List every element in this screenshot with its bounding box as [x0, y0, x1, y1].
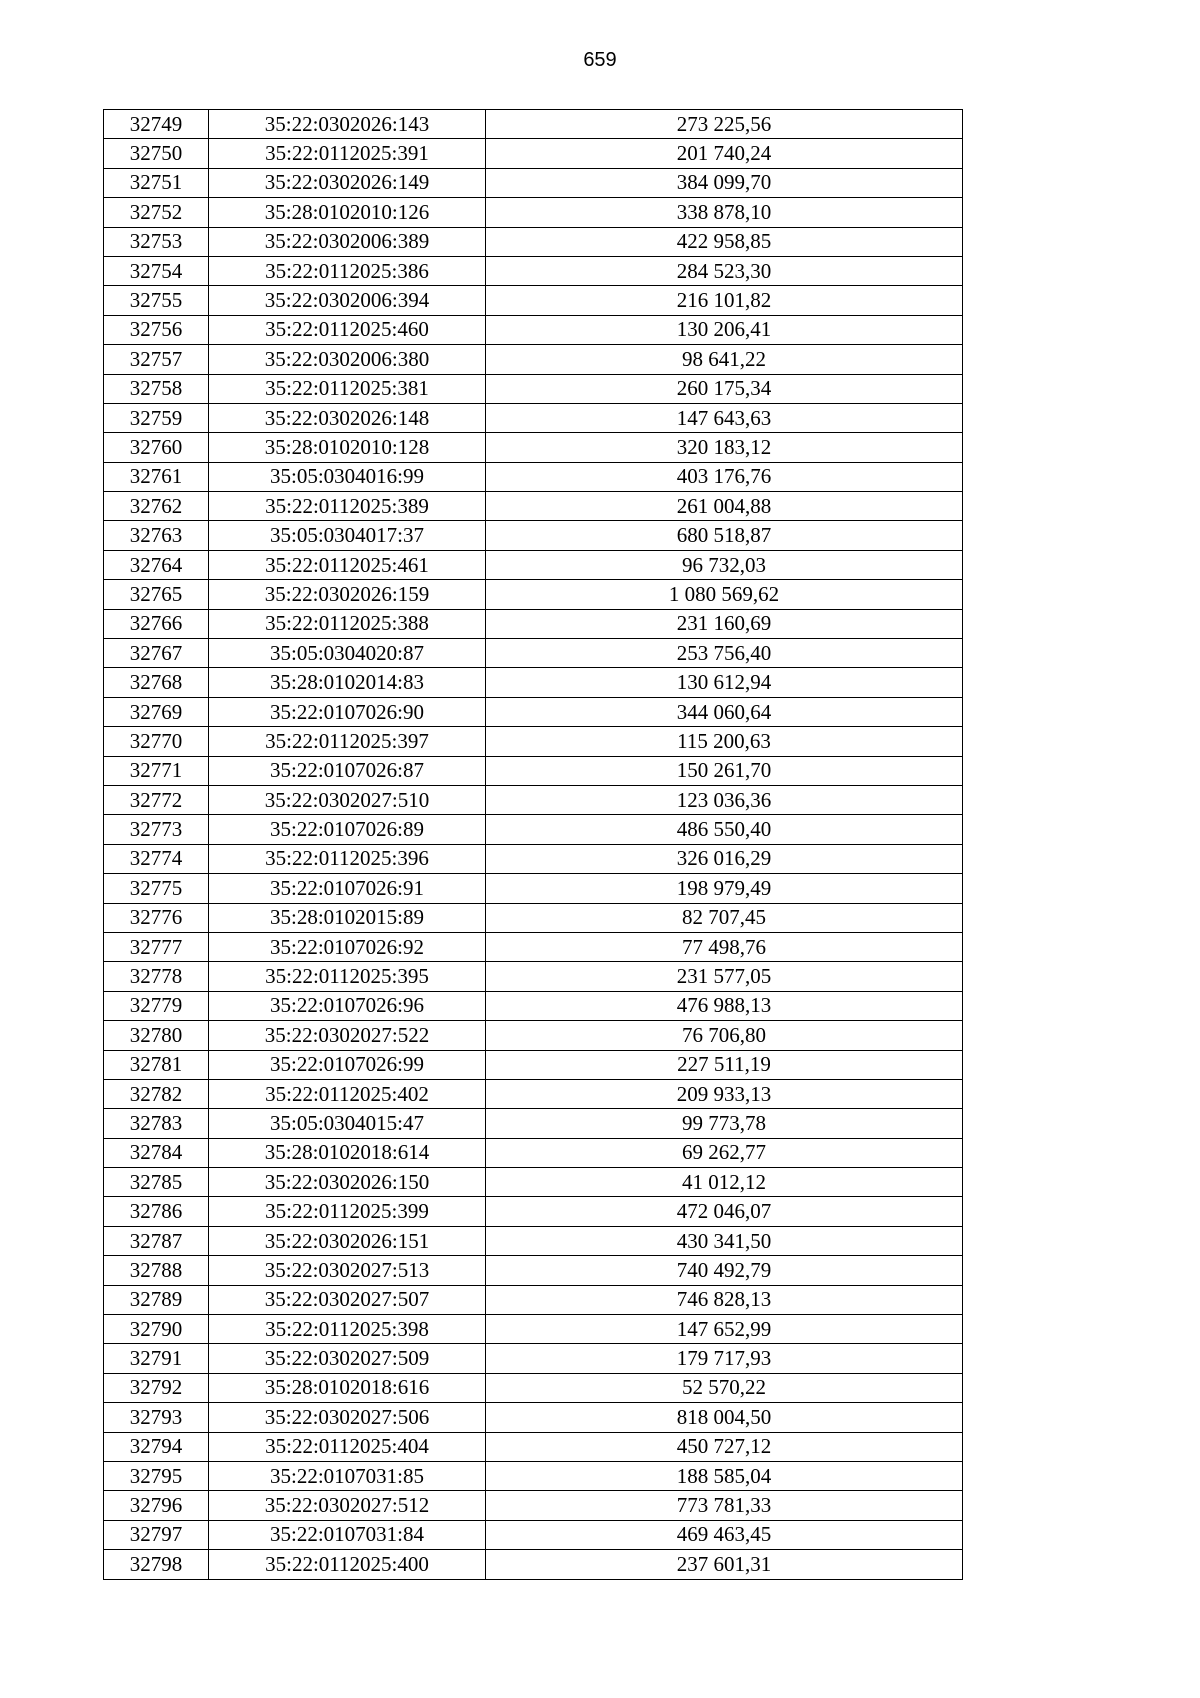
cadastral-number-cell: 35:22:0302027:510 — [209, 785, 486, 814]
row-number-cell: 32785 — [104, 1168, 209, 1197]
row-number-cell: 32784 — [104, 1138, 209, 1167]
cadastral-number-cell: 35:28:0102010:126 — [209, 198, 486, 227]
row-number-cell: 32795 — [104, 1461, 209, 1490]
table-row — [104, 462, 963, 491]
cadastral-number-cell: 35:22:0112025:395 — [209, 962, 486, 991]
cadastral-number-cell: 35:22:0107026:90 — [209, 697, 486, 726]
cadastral-number-cell: 35:22:0107026:87 — [209, 756, 486, 785]
cadastral-value-cell: 150 261,70 — [486, 756, 963, 785]
cadastral-number-cell: 35:22:0302026:149 — [209, 168, 486, 197]
row-number-cell: 32768 — [104, 668, 209, 697]
cadastral-number-cell: 35:05:0304015:47 — [209, 1109, 486, 1138]
table-row — [104, 727, 963, 756]
table-row — [104, 168, 963, 197]
table-row — [104, 580, 963, 609]
row-number-cell: 32749 — [104, 110, 209, 139]
row-number-cell: 32754 — [104, 256, 209, 285]
cadastral-number-cell: 35:22:0112025:389 — [209, 492, 486, 521]
cadastral-number-cell: 35:22:0107026:99 — [209, 1050, 486, 1079]
table-row — [104, 110, 963, 139]
row-number-cell: 32759 — [104, 403, 209, 432]
row-number-cell: 32765 — [104, 580, 209, 609]
row-number-cell: 32764 — [104, 550, 209, 579]
table-row — [104, 550, 963, 579]
cadastral-value-cell: 69 262,77 — [486, 1138, 963, 1167]
cadastral-value-cell: 260 175,34 — [486, 374, 963, 403]
cadastral-number-cell: 35:28:0102014:83 — [209, 668, 486, 697]
cadastral-number-cell: 35:22:0107031:84 — [209, 1520, 486, 1549]
cadastral-number-cell: 35:22:0302027:522 — [209, 1021, 486, 1050]
row-number-cell: 32767 — [104, 639, 209, 668]
row-number-cell: 32791 — [104, 1344, 209, 1373]
cadastral-number-cell: 35:22:0112025:398 — [209, 1315, 486, 1344]
cadastral-number-cell: 35:22:0302026:148 — [209, 403, 486, 432]
table-row — [104, 962, 963, 991]
cadastral-number-cell: 35:22:0112025:460 — [209, 315, 486, 344]
table-row — [104, 609, 963, 638]
cadastral-value-cell: 76 706,80 — [486, 1021, 963, 1050]
cadastral-number-cell: 35:22:0112025:388 — [209, 609, 486, 638]
table-row — [104, 1373, 963, 1402]
table-row — [104, 844, 963, 873]
table-row — [104, 756, 963, 785]
table-row — [104, 815, 963, 844]
cadastral-value-cell: 98 641,22 — [486, 345, 963, 374]
row-number-cell: 32793 — [104, 1403, 209, 1432]
row-number-cell: 32778 — [104, 962, 209, 991]
row-number-cell: 32774 — [104, 844, 209, 873]
page-number: 659 — [583, 49, 617, 71]
cadastral-value-cell: 231 577,05 — [486, 962, 963, 991]
row-number-cell: 32752 — [104, 198, 209, 227]
cadastral-number-cell: 35:22:0112025:396 — [209, 844, 486, 873]
cadastral-value-cell: 740 492,79 — [486, 1256, 963, 1285]
cadastral-value-cell: 472 046,07 — [486, 1197, 963, 1226]
cadastral-value-cell: 253 756,40 — [486, 639, 963, 668]
table-row — [104, 1550, 963, 1579]
cadastral-number-cell: 35:05:0304016:99 — [209, 462, 486, 491]
cadastral-value-cell: 344 060,64 — [486, 697, 963, 726]
table-row — [104, 227, 963, 256]
cadastral-value-cell: 216 101,82 — [486, 286, 963, 315]
cadastral-number-cell: 35:22:0302006:394 — [209, 286, 486, 315]
cadastral-number-cell: 35:22:0302027:512 — [209, 1491, 486, 1520]
row-number-cell: 32786 — [104, 1197, 209, 1226]
row-number-cell: 32780 — [104, 1021, 209, 1050]
cadastral-value-cell: 41 012,12 — [486, 1168, 963, 1197]
cadastral-value-cell: 1 080 569,62 — [486, 580, 963, 609]
cadastral-number-cell: 35:22:0107026:91 — [209, 874, 486, 903]
row-number-cell: 32779 — [104, 991, 209, 1020]
cadastral-number-cell: 35:22:0302026:143 — [209, 110, 486, 139]
cadastral-value-cell: 284 523,30 — [486, 256, 963, 285]
row-number-cell: 32750 — [104, 139, 209, 168]
row-number-cell: 32775 — [104, 874, 209, 903]
row-number-cell: 32753 — [104, 227, 209, 256]
table-row — [104, 139, 963, 168]
cadastral-number-cell: 35:22:0112025:391 — [209, 139, 486, 168]
cadastral-value-cell: 77 498,76 — [486, 932, 963, 961]
table-row — [104, 198, 963, 227]
cadastral-number-cell: 35:22:0107026:96 — [209, 991, 486, 1020]
row-number-cell: 32751 — [104, 168, 209, 197]
cadastral-value-cell: 209 933,13 — [486, 1079, 963, 1108]
row-number-cell: 32781 — [104, 1050, 209, 1079]
table-row — [104, 374, 963, 403]
row-number-cell: 32776 — [104, 903, 209, 932]
cadastral-number-cell: 35:22:0112025:399 — [209, 1197, 486, 1226]
cadastral-number-cell: 35:22:0112025:402 — [209, 1079, 486, 1108]
cadastral-value-cell: 179 717,93 — [486, 1344, 963, 1373]
cadastral-value-cell: 227 511,19 — [486, 1050, 963, 1079]
cadastral-value-cell: 338 878,10 — [486, 198, 963, 227]
table-row — [104, 785, 963, 814]
cadastral-value-cell: 273 225,56 — [486, 110, 963, 139]
cadastral-value-cell: 123 036,36 — [486, 785, 963, 814]
row-number-cell: 32762 — [104, 492, 209, 521]
row-number-cell: 32766 — [104, 609, 209, 638]
cadastral-number-cell: 35:22:0302027:507 — [209, 1285, 486, 1314]
row-number-cell: 32769 — [104, 697, 209, 726]
cadastral-value-cell: 773 781,33 — [486, 1491, 963, 1520]
row-number-cell: 32773 — [104, 815, 209, 844]
cadastral-value-cell: 486 550,40 — [486, 815, 963, 844]
table-row — [104, 1050, 963, 1079]
table-row — [104, 286, 963, 315]
cadastral-value-cell: 201 740,24 — [486, 139, 963, 168]
cadastral-number-cell: 35:22:0302026:151 — [209, 1226, 486, 1255]
row-number-cell: 32783 — [104, 1109, 209, 1138]
table-row — [104, 639, 963, 668]
cadastral-value-cell: 99 773,78 — [486, 1109, 963, 1138]
table-row — [104, 256, 963, 285]
cadastral-value-cell: 198 979,49 — [486, 874, 963, 903]
table-row — [104, 1491, 963, 1520]
cadastral-number-cell: 35:22:0112025:461 — [209, 550, 486, 579]
row-number-cell: 32760 — [104, 433, 209, 462]
row-number-cell: 32792 — [104, 1373, 209, 1402]
cadastral-value-cell: 476 988,13 — [486, 991, 963, 1020]
row-number-cell: 32770 — [104, 727, 209, 756]
row-number-cell: 32788 — [104, 1256, 209, 1285]
cadastral-value-cell: 450 727,12 — [486, 1432, 963, 1461]
table-row — [104, 433, 963, 462]
cadastral-value-cell: 422 958,85 — [486, 227, 963, 256]
cadastral-number-cell: 35:05:0304020:87 — [209, 639, 486, 668]
table-row — [104, 1197, 963, 1226]
registry-table-body — [104, 110, 963, 1580]
cadastral-number-cell: 35:28:0102015:89 — [209, 903, 486, 932]
row-number-cell: 32772 — [104, 785, 209, 814]
cadastral-number-cell: 35:22:0302006:380 — [209, 345, 486, 374]
cadastral-value-cell: 326 016,29 — [486, 844, 963, 873]
row-number-cell: 32787 — [104, 1226, 209, 1255]
cadastral-value-cell: 261 004,88 — [486, 492, 963, 521]
row-number-cell: 32782 — [104, 1079, 209, 1108]
table-row — [104, 1520, 963, 1549]
row-number-cell: 32756 — [104, 315, 209, 344]
row-number-cell: 32790 — [104, 1315, 209, 1344]
table-row — [104, 345, 963, 374]
cadastral-number-cell: 35:22:0302006:389 — [209, 227, 486, 256]
cadastral-number-cell: 35:28:0102018:614 — [209, 1138, 486, 1167]
cadastral-value-cell: 188 585,04 — [486, 1461, 963, 1490]
table-row — [104, 1138, 963, 1167]
table-row — [104, 668, 963, 697]
row-number-cell: 32798 — [104, 1550, 209, 1579]
cadastral-number-cell: 35:22:0302027:509 — [209, 1344, 486, 1373]
table-row — [104, 1461, 963, 1490]
cadastral-number-cell: 35:22:0302026:150 — [209, 1168, 486, 1197]
table-row — [104, 1432, 963, 1461]
cadastral-value-cell: 147 652,99 — [486, 1315, 963, 1344]
cadastral-number-cell: 35:22:0112025:381 — [209, 374, 486, 403]
table-row — [104, 932, 963, 961]
cadastral-number-cell: 35:22:0112025:386 — [209, 256, 486, 285]
row-number-cell: 32777 — [104, 932, 209, 961]
cadastral-number-cell: 35:22:0302027:513 — [209, 1256, 486, 1285]
table-row — [104, 1021, 963, 1050]
table-row — [104, 1079, 963, 1108]
row-number-cell: 32796 — [104, 1491, 209, 1520]
table-row — [104, 903, 963, 932]
cadastral-number-cell: 35:22:0302027:506 — [209, 1403, 486, 1432]
cadastral-value-cell: 237 601,31 — [486, 1550, 963, 1579]
cadastral-value-cell: 52 570,22 — [486, 1373, 963, 1402]
cadastral-value-cell: 147 643,63 — [486, 403, 963, 432]
cadastral-value-cell: 746 828,13 — [486, 1285, 963, 1314]
cadastral-number-cell: 35:22:0107026:92 — [209, 932, 486, 961]
cadastral-value-cell: 231 160,69 — [486, 609, 963, 638]
table-row — [104, 1285, 963, 1314]
table-row — [104, 991, 963, 1020]
cadastral-number-cell: 35:22:0112025:404 — [209, 1432, 486, 1461]
row-number-cell: 32761 — [104, 462, 209, 491]
cadastral-value-cell: 469 463,45 — [486, 1520, 963, 1549]
cadastral-number-cell: 35:05:0304017:37 — [209, 521, 486, 550]
table-row — [104, 697, 963, 726]
table-row — [104, 403, 963, 432]
table-row — [104, 874, 963, 903]
row-number-cell: 32755 — [104, 286, 209, 315]
cadastral-value-cell: 430 341,50 — [486, 1226, 963, 1255]
cadastral-number-cell: 35:22:0107031:85 — [209, 1461, 486, 1490]
cadastral-number-cell: 35:28:0102018:616 — [209, 1373, 486, 1402]
cadastral-number-cell: 35:22:0302026:159 — [209, 580, 486, 609]
cadastral-number-cell: 35:22:0112025:400 — [209, 1550, 486, 1579]
cadastral-number-cell: 35:22:0107026:89 — [209, 815, 486, 844]
table-row — [104, 1168, 963, 1197]
cadastral-value-cell: 82 707,45 — [486, 903, 963, 932]
row-number-cell: 32771 — [104, 756, 209, 785]
registry-table — [103, 109, 963, 1580]
cadastral-value-cell: 680 518,87 — [486, 521, 963, 550]
row-number-cell: 32789 — [104, 1285, 209, 1314]
cadastral-value-cell: 115 200,63 — [486, 727, 963, 756]
cadastral-value-cell: 320 183,12 — [486, 433, 963, 462]
cadastral-value-cell: 96 732,03 — [486, 550, 963, 579]
row-number-cell: 32763 — [104, 521, 209, 550]
row-number-cell: 32797 — [104, 1520, 209, 1549]
cadastral-value-cell: 384 099,70 — [486, 168, 963, 197]
table-row — [104, 1344, 963, 1373]
row-number-cell: 32757 — [104, 345, 209, 374]
cadastral-value-cell: 130 206,41 — [486, 315, 963, 344]
table-row — [104, 1109, 963, 1138]
cadastral-number-cell: 35:28:0102010:128 — [209, 433, 486, 462]
cadastral-value-cell: 130 612,94 — [486, 668, 963, 697]
table-row — [104, 1226, 963, 1255]
row-number-cell: 32758 — [104, 374, 209, 403]
cadastral-value-cell: 403 176,76 — [486, 462, 963, 491]
cadastral-value-cell: 818 004,50 — [486, 1403, 963, 1432]
table-row — [104, 315, 963, 344]
table-row — [104, 1315, 963, 1344]
row-number-cell: 32794 — [104, 1432, 209, 1461]
table-row — [104, 492, 963, 521]
cadastral-number-cell: 35:22:0112025:397 — [209, 727, 486, 756]
table-row — [104, 1403, 963, 1432]
table-row — [104, 1256, 963, 1285]
table-row — [104, 521, 963, 550]
